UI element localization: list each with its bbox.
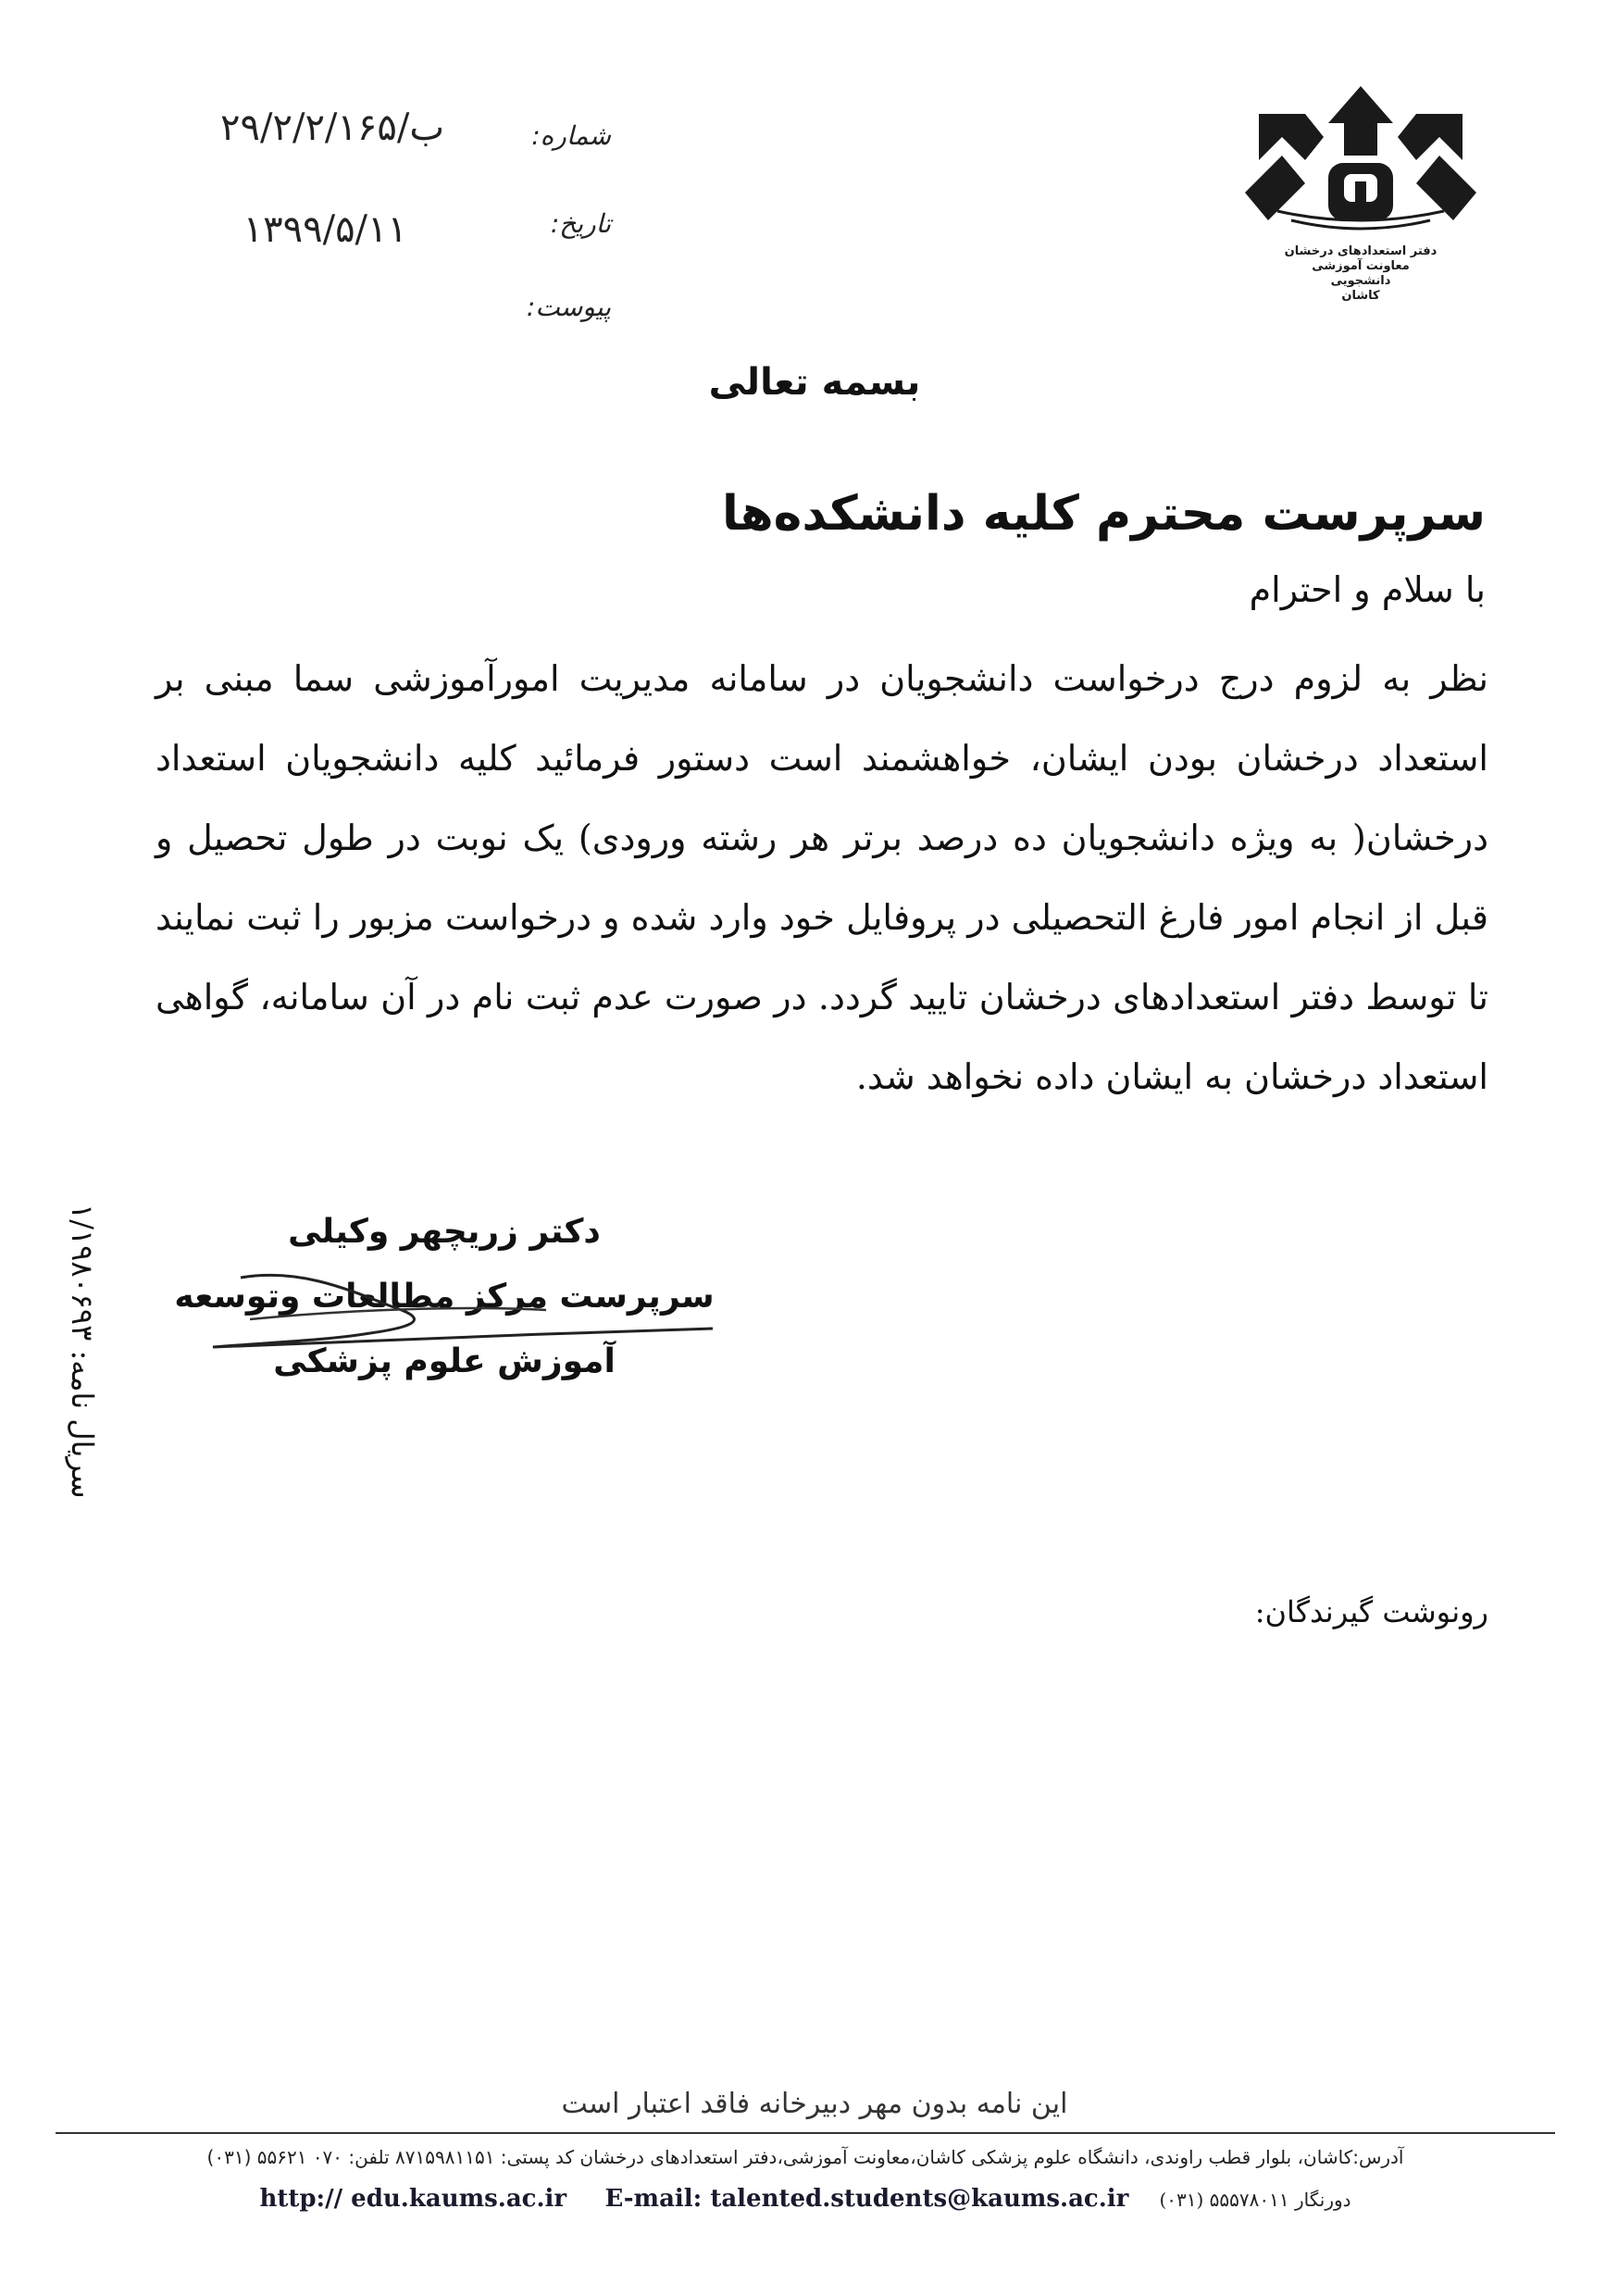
logo-caption-line: دفتر استعدادهای درخشان xyxy=(1284,244,1438,258)
university-logo xyxy=(1240,81,1481,304)
date-label: تاریخ: xyxy=(550,208,611,239)
logo-emblem-icon xyxy=(1240,81,1481,239)
salutation: با سلام و احترام xyxy=(1249,569,1486,610)
number-value: ب/۲۹/۲/۲/۱۶۵ xyxy=(220,106,444,149)
fax-number: دورنگار ۵۵۵۷۸۰۱۱ (۰۳۱) xyxy=(1159,2189,1351,2211)
signatory-title: سرپرست مرکز مطالعات وتوسعه xyxy=(174,1278,715,1316)
addressee: سرپرست محترم کلیه دانشکده‌ها xyxy=(722,486,1486,542)
attachment-label: پیوست: xyxy=(526,292,611,322)
validity-note: این نامه بدون مهر دبیرخانه فاقد اعتبار است xyxy=(561,2088,1068,2120)
signatory-name: دکتر زریچهر وکیلی xyxy=(288,1213,601,1251)
logo-caption-line: دانشجویی xyxy=(1330,274,1391,288)
logo-caption-line: کاشان xyxy=(1341,289,1380,303)
letter-body: نظر به لزوم درج درخواست دانشجویان در سامانه مدیریت امورآموزشی سما مبنی بر استعداد درخشان بودن ایشان، خواهشمند است دستور فرمائید کلیه دانشجویان استعداد درخشان( به ویژه دانشجویان ده درصد برتر هر رشته ورودی) یک نوبت در طول تحصیل و قبل از انجام امور فارغ التحصیلی در پروفایل خود وارد شده و درخواست مزبور را ثبت نمایند تا توسط دفتر استعدادهای درخشان تایید گردد. در صورت عدم ثبت نام در آن سامانه، گواهی استعداد درخشان به ایشان داده نخواهد شد. xyxy=(156,658,1488,1097)
logo-caption-line: معاونت آموزشی xyxy=(1312,259,1410,273)
number-label: شماره: xyxy=(531,120,611,151)
handwritten-signature xyxy=(157,1222,731,1407)
invocation-heading: بسمه تعالی xyxy=(708,361,921,404)
letter-serial-note: سریال نامه: ۱/۱۹۸۰۶۹۳ xyxy=(65,1204,100,1499)
date-value: ۱۳۹۹/۵/۱۱ xyxy=(243,208,407,251)
footer-contact xyxy=(56,2185,1555,2213)
email-link[interactable]: E-mail: talented.students@kaums.ac.ir xyxy=(604,2185,1129,2213)
website-link[interactable]: http:// edu.kaums.ac.ir xyxy=(259,2185,567,2213)
footer-address: آدرس:کاشان، بلوار قطب راوندی، دانشگاه علوم پزشکی کاشان،معاونت آموزشی،دفتر استعدادهای درخشان کد پستی: ۸۷۱۵۹۸۱۱۵۱ تلفن: ۰۷۰ ۵۵۶۲۱ (۰۳۱) xyxy=(206,2146,1404,2168)
footer-divider xyxy=(56,2132,1555,2134)
signature-block xyxy=(157,1204,731,1416)
signatory-title: آموزش علوم پزشکی xyxy=(273,1342,616,1380)
cc-label: رونوشت گیرندگان: xyxy=(1254,1594,1488,1629)
